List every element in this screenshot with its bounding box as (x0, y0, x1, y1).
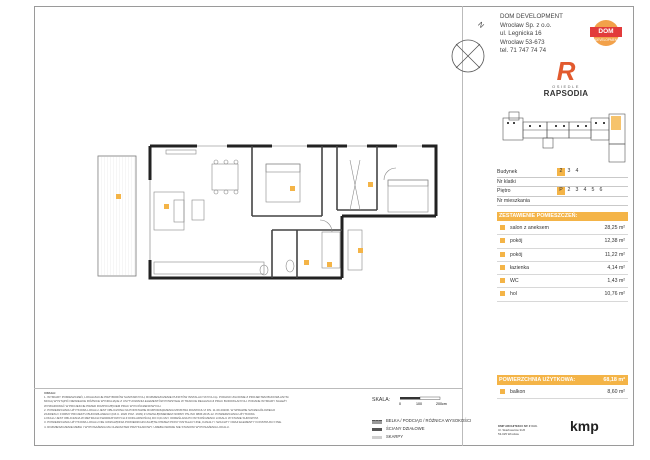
total-area-value: 68,18 m² (603, 377, 625, 383)
legend-swatch (372, 436, 382, 439)
pietro-label: Piętro (497, 188, 511, 194)
mieszkanie-label: Nr mieszkania (497, 197, 530, 204)
note-line: 2. POWIERZCHNIA UŻYTKOWA LOKALU JEST OBLICZONA NA PODSTAWIE ROZPORZĄDZENIA MINISTRA ROZWOJU Z DN. 11.09.2020R. W SPRAWIE SZCZEGÓŁOWEGO (44, 407, 276, 412)
info-row-pietro (497, 187, 628, 197)
dom-logo-tagline: DEVELOPMENT (594, 38, 620, 42)
rooms-title: ZESTAWIENIE POMIESZCZEŃ: (497, 212, 628, 221)
legend-swatch (372, 428, 382, 431)
list-item (497, 288, 628, 301)
company-city: Wrocław 53-673 (500, 38, 545, 46)
floor-plan (92, 120, 444, 284)
legend (372, 417, 471, 441)
note-line: ZAKRESU I FORMY PROJEKTU BUDOWLANEGO (DZ.U. 2020 POZ. 1609) Z UWZGLĘDNIENIEM NORMY PN-ISO 9836:2015-12. POWIERZCHNIA UŻYTKOWA (44, 412, 255, 417)
north-label: N (476, 21, 485, 30)
legend-item (372, 433, 471, 441)
budynek-cell: 3 (567, 168, 571, 174)
room-marker-icon (500, 238, 505, 243)
architect-street: Ul. Skarbowców 31/6 (498, 428, 526, 433)
company-block (500, 13, 563, 56)
list-item (497, 262, 628, 275)
list-item (497, 275, 628, 288)
company-phone: tel. 71 747 74 74 (500, 47, 547, 55)
rooms-list (497, 222, 628, 302)
balcony-row (497, 386, 628, 399)
note-line: LOKALU JEST OBLICZANA W METRACH KWADRATOWYCH Z DOKŁADNOŚCIĄ DO 0,01 M2 I OKREŚLANA PO WYKOŃCZENIU LOKALU W STANIE SUROWYM. (44, 416, 259, 421)
pietro-cell: 4 (583, 187, 587, 193)
scale-bar (398, 396, 460, 406)
company-entity: Wrocław Sp. z o.o. (500, 21, 552, 29)
list-item (497, 235, 628, 248)
building-key-plan (499, 110, 629, 166)
room-area: 28,25 m² (604, 225, 625, 231)
pietro-cell: 5 (591, 187, 595, 193)
compass-icon (448, 30, 494, 76)
legend-label: SKARPY (386, 434, 403, 439)
scale-label: SKALA: (372, 397, 391, 403)
budynek-cell: 2 (557, 168, 565, 176)
apartment-info-table (497, 168, 628, 206)
pietro-cell: 6 (599, 187, 603, 193)
room-name: pokój (510, 251, 523, 258)
room-marker-icon (500, 389, 505, 394)
scale-tick: 0 (399, 402, 401, 406)
klatka-label: Nr klatki (497, 178, 516, 185)
room-name: hol (510, 291, 517, 298)
estate-logo-mark: R (556, 56, 576, 86)
budynek-cell: 4 (575, 168, 579, 174)
room-area: 10,76 m² (604, 291, 625, 298)
room-area: 1,43 m² (607, 278, 625, 285)
info-row-klatka (497, 178, 628, 188)
note-line: 1. WYMIARY POMIESZCZEŃ, LOKALIZACJE PRZYBORÓW SANITARNYCH, ROZMIESZCZENIE PUNKTÓW INSTALACYJNYCH itp. PODANO ZGODNIE Z PROJEKTEM BUDOWLANYM. (44, 395, 290, 400)
note-line: WYMIAROWAĆ W PROJEKCIE PRZED ROZPOCZĘCIEM PRAC WYKOŃCZENIOWYCH. (44, 403, 162, 408)
architect-city: 53-025 Wrocław (498, 432, 519, 437)
room-name: WC (510, 278, 519, 285)
room-marker-icon (500, 252, 505, 257)
scale-tick: 100 (416, 402, 422, 406)
info-row-budynek (497, 168, 628, 178)
scale-tick: 200cm (436, 402, 447, 406)
company-name: DOM DEVELOPMENT (500, 13, 563, 20)
estate-name: RAPSODIA (543, 89, 589, 98)
room-area: 11,22 m² (604, 251, 625, 258)
legend-swatch (372, 420, 382, 424)
list-item (497, 222, 628, 235)
total-area-row (497, 375, 628, 385)
room-marker-icon (500, 265, 505, 270)
legend-item (372, 425, 471, 433)
room-name: łazienka (510, 264, 530, 271)
notes-block (44, 391, 344, 429)
room-marker-icon (500, 291, 505, 296)
legend-item (372, 417, 471, 425)
note-line: MOGĄ WYSTĄPIĆ NIEWIELKIE RÓŻNICE WYNIKAJĄCE Z USYTUOWANIA ELEMENTÓW POWSTAŁE W TRAKCIE REALIZACJI PRAC BUDOWLANYCH. PODANE WYMIARY NALEŻY (44, 399, 288, 404)
info-row-mieszkanie (497, 197, 628, 207)
pietro-cell: 3 (575, 187, 579, 193)
list-item (497, 249, 628, 262)
dom-logo (590, 20, 624, 48)
estate-prefix: OSIEDLE (552, 84, 580, 89)
balcony-area: 8,60 m² (607, 389, 625, 395)
room-area: 12,38 m² (604, 238, 625, 245)
notes-divider (34, 388, 462, 389)
dom-logo-text: DOM (590, 27, 622, 37)
room-name: salon z aneksem (510, 225, 549, 231)
room-marker-icon (500, 225, 505, 230)
room-area: 4,14 m² (607, 264, 625, 271)
legend-label: BELKA / PODCIĄG / RÓŻNICA WYSOKOŚCI (386, 418, 472, 423)
pietro-cell: 2 (567, 187, 571, 193)
note-line: 3. POWIERZCHNIA UŻYTKOWA LOKALU NIE UWZGLĘDNIA POWIERZCHNI ZAJĘTEJ PRZEZ PIONY INSTALACYJNE, KANAŁY I SZACHTY ORAZ ELEMENTY KONSTRUKCYJNE. (44, 420, 282, 425)
architect-logo: kmp (570, 418, 599, 434)
note-line: 4. ROZMIESZCZENIE MEBLI I WYPOSAŻENIA MA CHARAKTER PRZYKŁADOWY. UMEBLOWANIE NIE STANOWI WYPOSAŻENIA LOKALU. (44, 424, 230, 429)
balcony-name: balkon (510, 389, 526, 395)
legend-label: ŚCIANY DZIAŁOWE (386, 426, 425, 431)
estate-logo (536, 58, 596, 98)
budynek-label: Budynek (497, 169, 518, 175)
pietro-cell: P (557, 187, 565, 195)
architect-name: KMP ARCHITEKCI SP. Z O.O. (498, 424, 538, 428)
room-marker-icon (500, 278, 505, 283)
total-area-label: POWIERZCHNIA UŻYTKOWA: (499, 377, 576, 383)
room-name: pokój (510, 238, 523, 245)
architect-block (498, 424, 537, 437)
company-street: ul. Legnicka 16 (500, 30, 542, 38)
notes-heading: UWAGA: (44, 391, 57, 395)
